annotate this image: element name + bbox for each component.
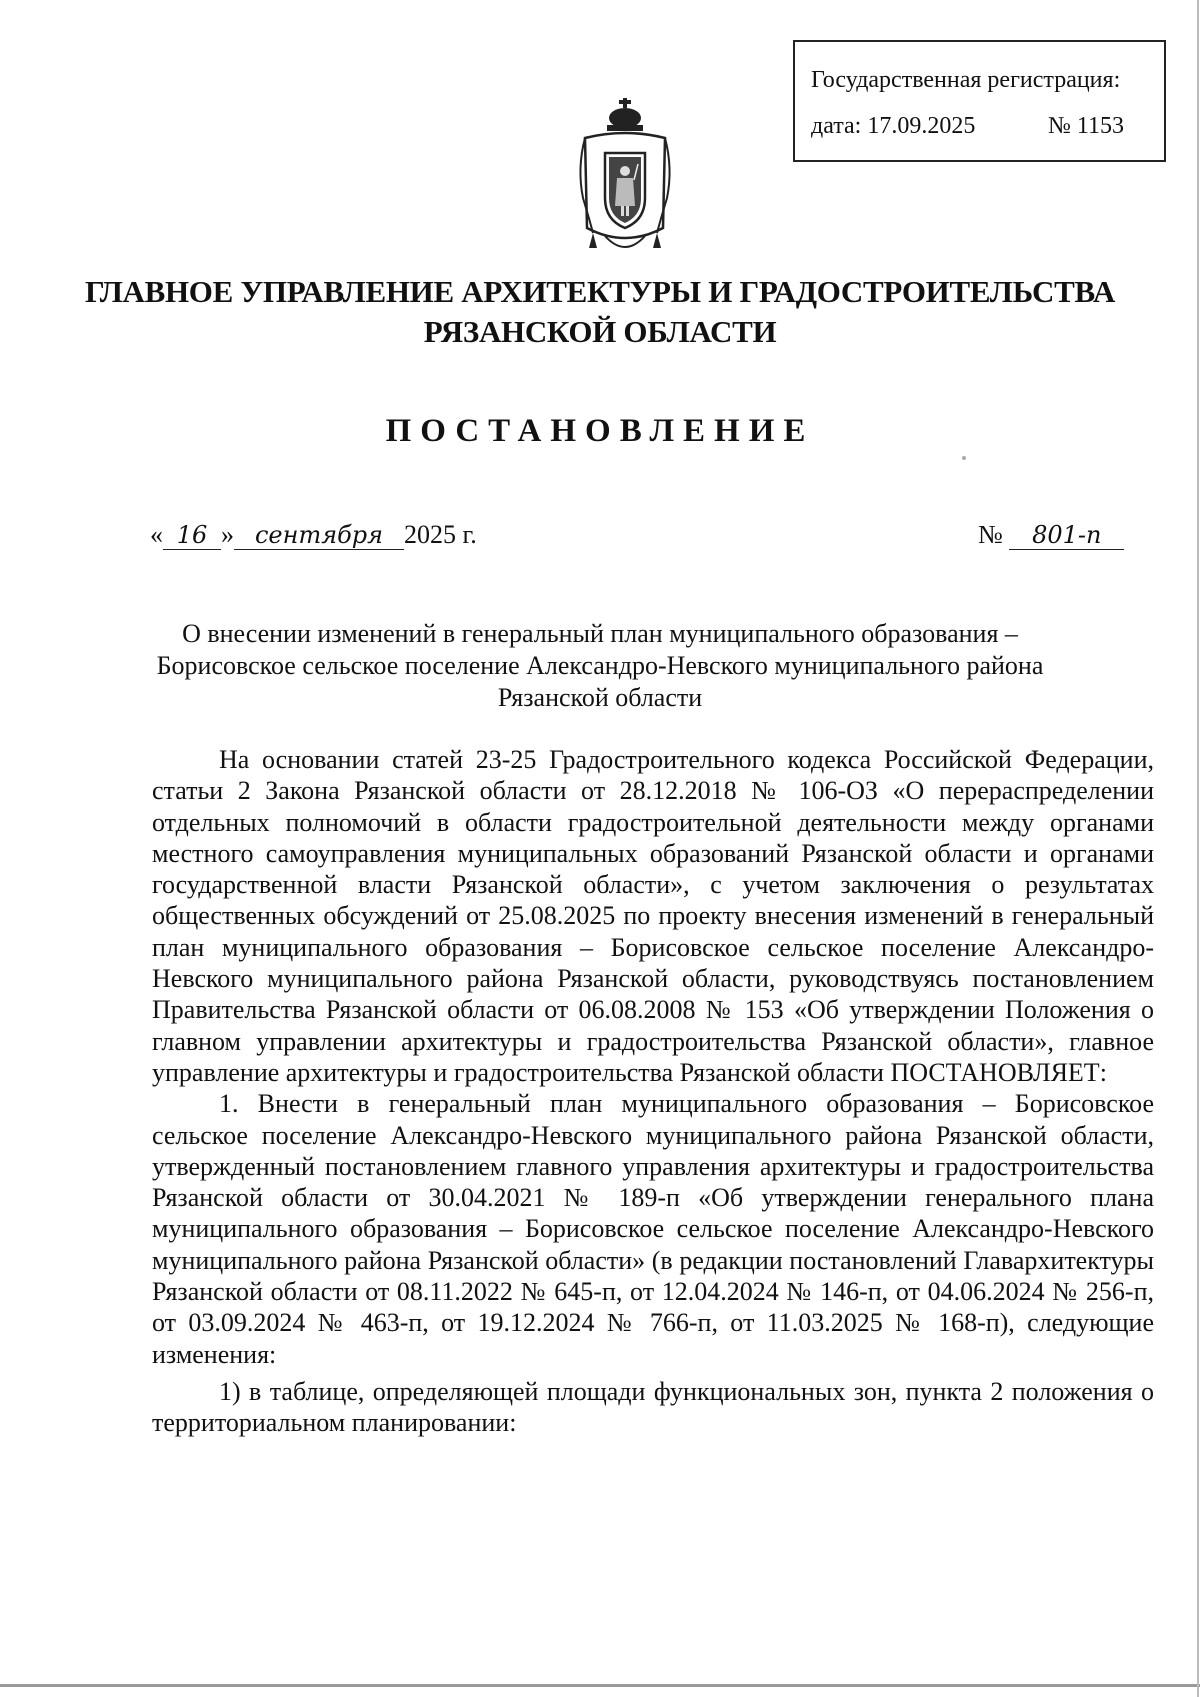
organization-title-line2: РЯЗАНСКОЙ ОБЛАСТИ	[423, 314, 777, 349]
date-year: 2025 г.	[404, 520, 477, 549]
document-body	[152, 744, 1154, 1439]
document-date	[150, 520, 477, 550]
registration-title: Государственная регистрация:	[811, 67, 1121, 93]
preamble-paragraph: На основании статей 23-25 Градостроительного кодекса Российской Федерации, статьи 2 Закона Рязанской области от 28.12.2018 № 106-ОЗ «О перераспределении отдельных полномочий в области градостроительной деятельности между органами местного самоуправления муниципальных образований Рязанской области и органами государственной власти Рязанской области», с учетом заключения о результатах общественных обсуждений от 25.08.2025 по проекту внесения изменений в генеральный план муниципального образования – Борисовское сельское поселение Александро-Невского муниципального района Рязанской области, руководствуясь постановлением Правительства Рязанской области от 06.08.2008 № 153 «Об утверждении Положения о главном управлении архитектуры и градостроительства Рязанской области», главное управление архитектуры и градостроительства Рязанской области ПОСТАНОВЛЯЕТ:	[152, 745, 1154, 1087]
subject-line3: Рязанской области	[497, 683, 703, 712]
date-open-quote: «	[150, 520, 163, 549]
document-number	[978, 520, 1124, 550]
scan-speck	[962, 456, 966, 460]
organization-title	[0, 272, 1200, 352]
scan-bottom-edge	[0, 1684, 1200, 1687]
coat-of-arms-icon	[575, 98, 675, 263]
registration-stamp	[793, 40, 1166, 162]
handwritten-number: 801-п	[1009, 521, 1124, 550]
subject-line1: О внесении изменений в генеральный план муниципального образования –	[182, 619, 1018, 648]
subject-line2: Борисовское сельское поселение Александро-Невского муниципального района	[156, 651, 1044, 680]
number-prefix: №	[978, 520, 1003, 549]
handwritten-month: сентября	[234, 521, 404, 550]
document-subject	[130, 618, 1070, 714]
item-1-1-paragraph: 1) в таблице, определяющей площади функциональных зон, пункта 2 положения о территориальном планировании:	[152, 1376, 1154, 1438]
scan-right-edge	[1197, 0, 1199, 1697]
registration-number: № 1153	[1048, 113, 1125, 139]
registration-date: дата: 17.09.2025	[811, 113, 976, 139]
document-type: ПОСТАНОВЛЕНИЕ	[385, 413, 815, 449]
organization-title-line1: ГЛАВНОЕ УПРАВЛЕНИЕ АРХИТЕКТУРЫ И ГРАДОСТРОИТЕЛЬСТВА	[84, 274, 1115, 309]
handwritten-day: 16	[163, 521, 221, 550]
date-close-quote: »	[221, 520, 234, 549]
item-1-paragraph: 1. Внести в генеральный план муниципального образования – Борисовское сельское поселение Александро-Невского муниципального района Рязанской области, утвержденный постановлением главного управления архитектуры и градостроительства Рязанской области от 30.04.2021 № 189-п «Об утверждении генерального плана муниципального образования – Борисовское сельское поселение Александро-Невского муниципального района Рязанской области» (в редакции постановлений Главархитектуры Рязанской области от 08.11.2022 № 645-п, от 12.04.2024 № 146-п, от 04.06.2024 № 256-п, от 03.09.2024 № 463-п, от 19.12.2024 № 766-п, от 11.03.2025 № 168-п), следующие изменения:	[152, 1089, 1154, 1369]
